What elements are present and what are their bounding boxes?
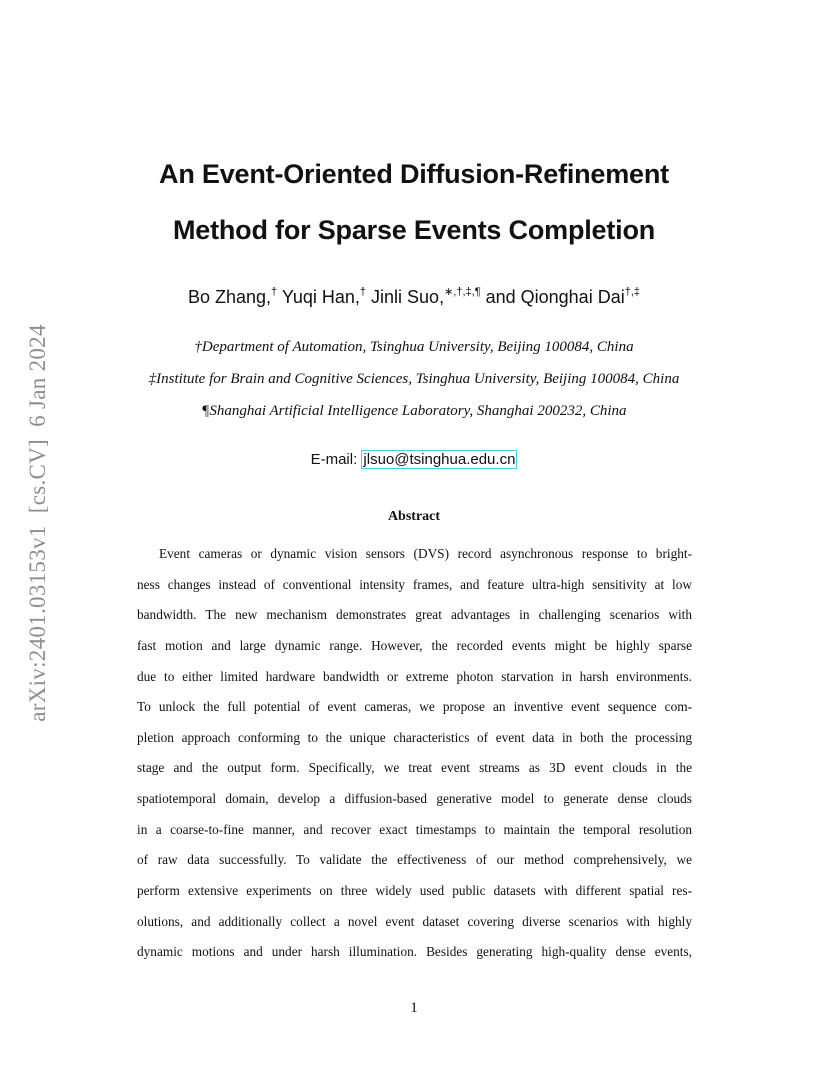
paper-title-line-2: Method for Sparse Events Completion (172, 215, 656, 245)
author-name: Jinli Suo, (366, 287, 445, 307)
author-affiliation-mark: † (271, 286, 278, 298)
abstract-line: in a coarse-to-fine manner, and recover exact timestamps to maintain the temporal resolution (137, 821, 692, 837)
author-name: and Qionghai Dai (480, 287, 625, 307)
author-list (90, 288, 738, 306)
abstract-body (137, 546, 692, 975)
affiliation-brain-cognitive: ‡Institute for Brain and Cognitive Sciences, Tsinghua University, Beijing 100084, China (148, 371, 680, 387)
arxiv-sidebar-stamp (24, 295, 52, 751)
author-affiliation-mark: † (359, 286, 367, 298)
arxiv-identifier: arXiv:2401.03153v1 [cs.CV] 6 Jan 2024 (25, 324, 50, 722)
abstract-line: stage and the output form. Specifically, we treat event streams as 3D event clouds in the (137, 760, 692, 776)
abstract-line: dynamic motions and under harsh illumination. Besides generating high-quality dense events, (137, 944, 692, 960)
abstract-line: fast motion and large dynamic range. However, the recorded events might be highly sparse (137, 637, 692, 653)
abstract-line: To unlock the full potential of event cameras, we propose an inventive event sequence com- (137, 699, 692, 715)
contact-email (90, 452, 738, 467)
author-affiliation-mark: †,‡ (624, 286, 641, 298)
author-affiliation-mark: ∗,†,‡,¶ (444, 286, 481, 298)
email-label: E-mail: (310, 451, 362, 468)
abstract-line: olutions, and additionally collect a novel event dataset covering diverse scenarios with highly (137, 913, 692, 929)
paper-title-line-1: An Event-Oriented Diffusion-Refinement (159, 159, 669, 189)
affiliation-shanghai-ai-lab: ¶Shanghai Artificial Intelligence Laboratory, Shanghai 200232, China (201, 403, 627, 419)
email-link[interactable]: jlsuo@tsinghua.edu.cn (363, 451, 516, 468)
author-name: Yuqi Han, (277, 287, 360, 307)
abstract-line: pletion approach conforming to the unique characteristics of event data in both the processing (137, 729, 692, 745)
abstract-line: perform extensive experiments on three widely used public datasets with different spatial res- (137, 883, 692, 899)
affiliation-automation: †Department of Automation, Tsinghua University, Beijing 100084, China (194, 339, 634, 355)
abstract-line: Event cameras or dynamic vision sensors (DVS) record asynchronous response to bright- (159, 546, 692, 561)
abstract-line: of raw data successfully. To validate the effectiveness of our method comprehensively, we (137, 852, 692, 868)
abstract-line: ness changes instead of conventional intensity frames, and feature ultra-high sensitivity at low (137, 576, 692, 592)
abstract-line: spatiotemporal domain, develop a diffusion-based generative model to generate dense clouds (137, 791, 692, 807)
abstract-heading: Abstract (387, 509, 441, 524)
abstract-line: bandwidth. The new mechanism demonstrates great advantages in challenging scenarios with (137, 607, 692, 623)
page-number: 1 (410, 1000, 418, 1016)
abstract-line: due to either limited hardware bandwidth or extreme photon starvation in harsh environments. (137, 668, 692, 684)
author-name: Bo Zhang, (187, 287, 272, 307)
